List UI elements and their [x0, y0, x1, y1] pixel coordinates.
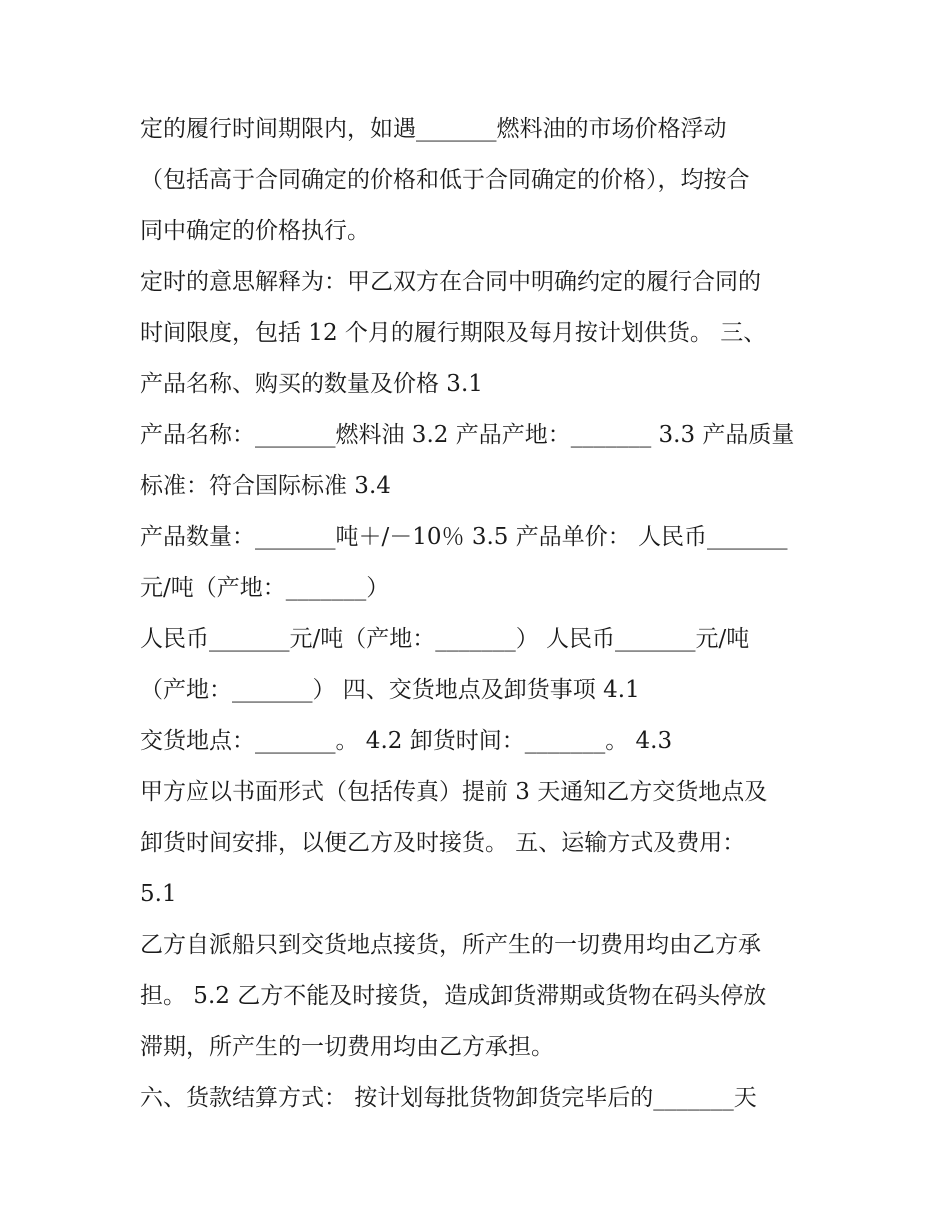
text-line: 定时的意思解释为：甲乙双方在合同中明确约定的履行合同的	[140, 269, 761, 295]
text-line: （产地：_______） 四、交货地点及卸货事项 4.1	[140, 677, 640, 703]
text-line: 乙方自派船只到交货地点接货，所产生的一切费用均由乙方承	[140, 932, 761, 958]
text-line: 元/吨（产地：_______）	[140, 575, 390, 601]
text-line: （包括高于合同确定的价格和低于合同确定的价格），均按合	[140, 167, 750, 193]
text-line: 时间限度，包括 12 个月的履行期限及每月按计划供货。 三、	[140, 320, 767, 346]
text-line: 卸货时间安排，以便乙方及时接货。 五、运输方式及费用：	[140, 830, 746, 856]
text-line: 交货地点：_______。 4.2 卸货时间：_______。 4.3	[140, 728, 673, 754]
text-line: 定的履行时间期限内，如遇_______燃料油的市场价格浮动	[140, 116, 727, 142]
contract-text-body	[140, 104, 820, 1124]
text-line: 产品数量：_______吨＋/－10％ 3.5 产品单价： 人民币_______	[140, 524, 788, 550]
section-heading-payment: 六、货款结算方式： 按计划每批货物卸货完毕后的_______天	[140, 1085, 757, 1111]
text-line: 同中确定的价格执行。	[140, 218, 370, 244]
text-line: 人民币_______元/吨（产地：_______） 人民币_______元/吨	[140, 626, 750, 652]
text-line: 产品名称：_______燃料油 3.2 产品产地：_______ 3.3 产品质量	[140, 422, 795, 448]
text-line: 5.1	[140, 881, 177, 907]
section-heading-product: 产品名称、购买的数量及价格 3.1	[140, 371, 483, 397]
text-line: 标准：符合国际标准 3.4	[140, 473, 391, 499]
text-line: 担。 5.2 乙方不能及时接货，造成卸货滞期或货物在码头停放	[140, 983, 767, 1009]
text-line: 滞期，所产生的一切费用均由乙方承担。	[140, 1034, 554, 1060]
text-line: 甲方应以书面形式（包括传真）提前 3 天通知乙方交货地点及	[140, 779, 768, 805]
